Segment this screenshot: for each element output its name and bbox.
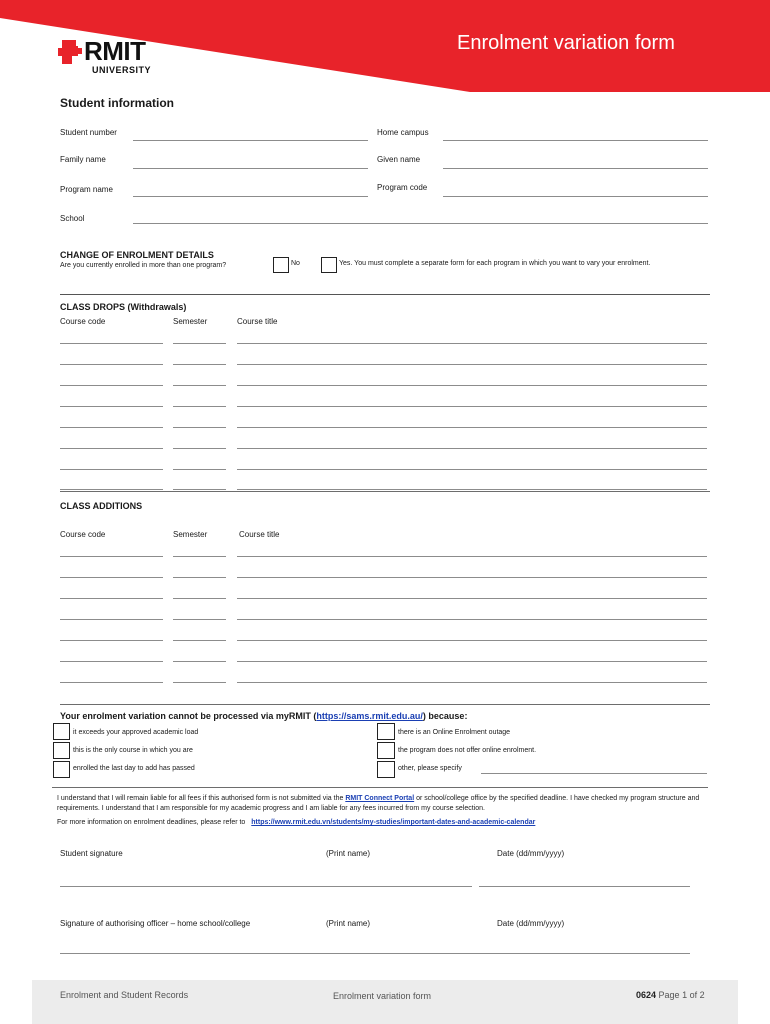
drop-course-title-field[interactable] bbox=[237, 406, 707, 407]
footer-form-name: Enrolment variation form bbox=[333, 991, 432, 1001]
reason-load-checkbox[interactable] bbox=[53, 723, 70, 740]
home-campus-field[interactable] bbox=[443, 140, 708, 141]
reason-only-course-label: this is the only course in which you are bbox=[73, 747, 193, 754]
addition-course-code-field[interactable] bbox=[60, 598, 163, 599]
addition-semester-field[interactable] bbox=[173, 577, 226, 578]
footer-code: 0624 bbox=[636, 990, 657, 1000]
addition-semester-field[interactable] bbox=[173, 682, 226, 683]
given-name-field[interactable] bbox=[443, 168, 708, 169]
drop-semester-field[interactable] bbox=[173, 385, 226, 386]
reason-last-day-checkbox[interactable] bbox=[53, 761, 70, 778]
reasons-heading bbox=[60, 711, 467, 721]
additions-semester-header: Semester bbox=[173, 530, 208, 539]
multiple-programs-question: Are you currently enrolled in more than one program? bbox=[60, 262, 227, 269]
print-name-label: (Print name) bbox=[326, 849, 371, 858]
footer-bar bbox=[32, 980, 738, 1024]
reason-outage-label: there is an Online Enrolment outage bbox=[398, 729, 511, 736]
given-name-label: Given name bbox=[377, 155, 421, 164]
logo-subtext: UNIVERSITY bbox=[92, 65, 152, 75]
drop-semester-field[interactable] bbox=[173, 489, 226, 490]
section-divider-additions bbox=[60, 704, 710, 705]
addition-course-title-field[interactable] bbox=[237, 556, 707, 557]
drop-course-code-field[interactable] bbox=[60, 469, 163, 470]
reasons-heading-end: ) because: bbox=[422, 711, 468, 721]
drop-course-title-field[interactable] bbox=[237, 427, 707, 428]
reason-other-label: other, please specify bbox=[398, 765, 462, 772]
drop-course-title-field[interactable] bbox=[237, 469, 707, 470]
drop-course-code-field[interactable] bbox=[60, 406, 163, 407]
addition-course-code-field[interactable] bbox=[60, 577, 163, 578]
declaration-text-start: I understand that I will remain liable for all fees if this authorised form is not submitted via the bbox=[57, 795, 346, 802]
drop-course-title-field[interactable] bbox=[237, 448, 707, 449]
drop-semester-field[interactable] bbox=[173, 364, 226, 365]
drop-semester-field[interactable] bbox=[173, 427, 226, 428]
drops-course-title-header: Course title bbox=[237, 317, 278, 326]
drops-course-code-header: Course code bbox=[60, 317, 106, 326]
no-label: No bbox=[291, 260, 300, 267]
addition-course-code-field[interactable] bbox=[60, 619, 163, 620]
program-name-label: Program name bbox=[60, 185, 113, 194]
section-divider-drops bbox=[60, 491, 710, 492]
student-signature-label: Student signature bbox=[60, 849, 123, 858]
change-enrolment-heading: CHANGE OF ENROLMENT DETAILS bbox=[60, 250, 214, 260]
family-name-label: Family name bbox=[60, 155, 106, 164]
addition-semester-field[interactable] bbox=[173, 556, 226, 557]
officer-signature-label: Signature of authorising officer – home school/college bbox=[60, 919, 251, 928]
addition-course-code-field[interactable] bbox=[60, 556, 163, 557]
footer-page-number: Page 1 of 2 bbox=[658, 990, 705, 1000]
drop-semester-field[interactable] bbox=[173, 469, 226, 470]
no-checkbox[interactable] bbox=[273, 257, 289, 273]
drop-course-title-field[interactable] bbox=[237, 385, 707, 386]
addition-course-code-field[interactable] bbox=[60, 682, 163, 683]
declaration-text-end: or school/college office by the specified deadline. I have checked my program structure and requirements. I understand that I am responsible for my academic progress and I am liable for any fees incurred from my course selection. bbox=[57, 795, 700, 812]
drop-semester-field[interactable] bbox=[173, 406, 226, 407]
home-campus-label: Home campus bbox=[377, 128, 429, 137]
section-divider-reasons bbox=[52, 787, 708, 788]
addition-course-title-field[interactable] bbox=[237, 640, 707, 641]
reason-other-checkbox[interactable] bbox=[377, 761, 395, 778]
school-field[interactable] bbox=[133, 223, 708, 224]
footer-page-info bbox=[636, 990, 705, 1000]
drop-course-code-field[interactable] bbox=[60, 385, 163, 386]
reason-last-day-label: enrolled the last day to add has passed bbox=[73, 765, 195, 772]
student-number-label: Student number bbox=[60, 128, 117, 137]
drop-course-title-field[interactable] bbox=[237, 489, 707, 490]
drop-course-title-field[interactable] bbox=[237, 364, 707, 365]
print-name-label-2: (Print name) bbox=[326, 919, 371, 928]
class-drops-heading: CLASS DROPS (Withdrawals) bbox=[60, 302, 187, 312]
declaration-text bbox=[57, 794, 702, 814]
reason-load-label: it exceeds your approved academic load bbox=[73, 729, 199, 736]
addition-course-title-field[interactable] bbox=[237, 619, 707, 620]
officer-signature-field[interactable] bbox=[60, 953, 690, 954]
form-title: Enrolment variation form bbox=[457, 32, 675, 54]
program-name-field[interactable] bbox=[133, 196, 368, 197]
drop-course-code-field[interactable] bbox=[60, 427, 163, 428]
reason-no-online-checkbox[interactable] bbox=[377, 742, 395, 759]
drop-course-code-field[interactable] bbox=[60, 448, 163, 449]
student-signature-field[interactable] bbox=[60, 886, 472, 887]
logo-pixel-mark-icon bbox=[58, 40, 84, 64]
student-date-field[interactable] bbox=[479, 886, 690, 887]
addition-course-title-field[interactable] bbox=[237, 577, 707, 578]
reason-outage-checkbox[interactable] bbox=[377, 723, 395, 740]
date-label-2: Date (dd/mm/yyyy) bbox=[497, 919, 565, 928]
rmit-connect-link[interactable]: RMIT Connect Portal bbox=[345, 795, 415, 802]
additions-course-title-header: Course title bbox=[239, 530, 280, 539]
date-label: Date (dd/mm/yyyy) bbox=[497, 849, 565, 858]
footer-department: Enrolment and Student Records bbox=[60, 990, 189, 1000]
academic-calendar-link[interactable]: https://www.rmit.edu.vn/students/my-studies/important-dates-and-academic-calendar bbox=[251, 819, 536, 826]
family-name-field[interactable] bbox=[133, 168, 368, 169]
reason-other-field[interactable] bbox=[481, 773, 707, 774]
program-code-label: Program code bbox=[377, 183, 428, 192]
school-label: School bbox=[60, 214, 85, 223]
drop-semester-field[interactable] bbox=[173, 343, 226, 344]
yes-checkbox[interactable] bbox=[321, 257, 337, 273]
reasons-heading-text: Your enrolment variation cannot be processed via myRMIT ( bbox=[60, 711, 317, 721]
addition-semester-field[interactable] bbox=[173, 640, 226, 641]
program-code-field[interactable] bbox=[443, 196, 708, 197]
more-info-text bbox=[57, 819, 535, 826]
drops-semester-header: Semester bbox=[173, 317, 208, 326]
logo-text: RMIT bbox=[84, 36, 146, 66]
drop-course-code-field[interactable] bbox=[60, 364, 163, 365]
additions-course-code-header: Course code bbox=[60, 530, 106, 539]
drop-course-code-field[interactable] bbox=[60, 343, 163, 344]
addition-course-title-field[interactable] bbox=[237, 682, 707, 683]
addition-course-title-field[interactable] bbox=[237, 598, 707, 599]
section-divider bbox=[60, 294, 710, 295]
rmit-logo bbox=[58, 38, 168, 78]
yes-label: Yes. You must complete a separate form for each program in which you want to vary your enrolment. bbox=[339, 260, 651, 267]
drop-course-title-field[interactable] bbox=[237, 343, 707, 344]
addition-course-title-field[interactable] bbox=[237, 661, 707, 662]
reason-only-course-checkbox[interactable] bbox=[53, 742, 70, 759]
addition-course-code-field[interactable] bbox=[60, 661, 163, 662]
reason-no-online-label: the program does not offer online enrolment. bbox=[398, 747, 537, 754]
section-title-student-info: Student information bbox=[60, 96, 174, 110]
drop-course-code-field[interactable] bbox=[60, 489, 163, 490]
student-number-field[interactable] bbox=[133, 140, 368, 141]
sams-link[interactable]: https://sams.rmit.edu.au/ bbox=[316, 711, 423, 721]
class-additions-heading: CLASS ADDITIONS bbox=[60, 501, 143, 511]
drop-semester-field[interactable] bbox=[173, 448, 226, 449]
addition-course-code-field[interactable] bbox=[60, 640, 163, 641]
addition-semester-field[interactable] bbox=[173, 598, 226, 599]
addition-semester-field[interactable] bbox=[173, 661, 226, 662]
addition-semester-field[interactable] bbox=[173, 619, 226, 620]
more-info-label: For more information on enrolment deadlines, please refer to bbox=[57, 819, 246, 826]
